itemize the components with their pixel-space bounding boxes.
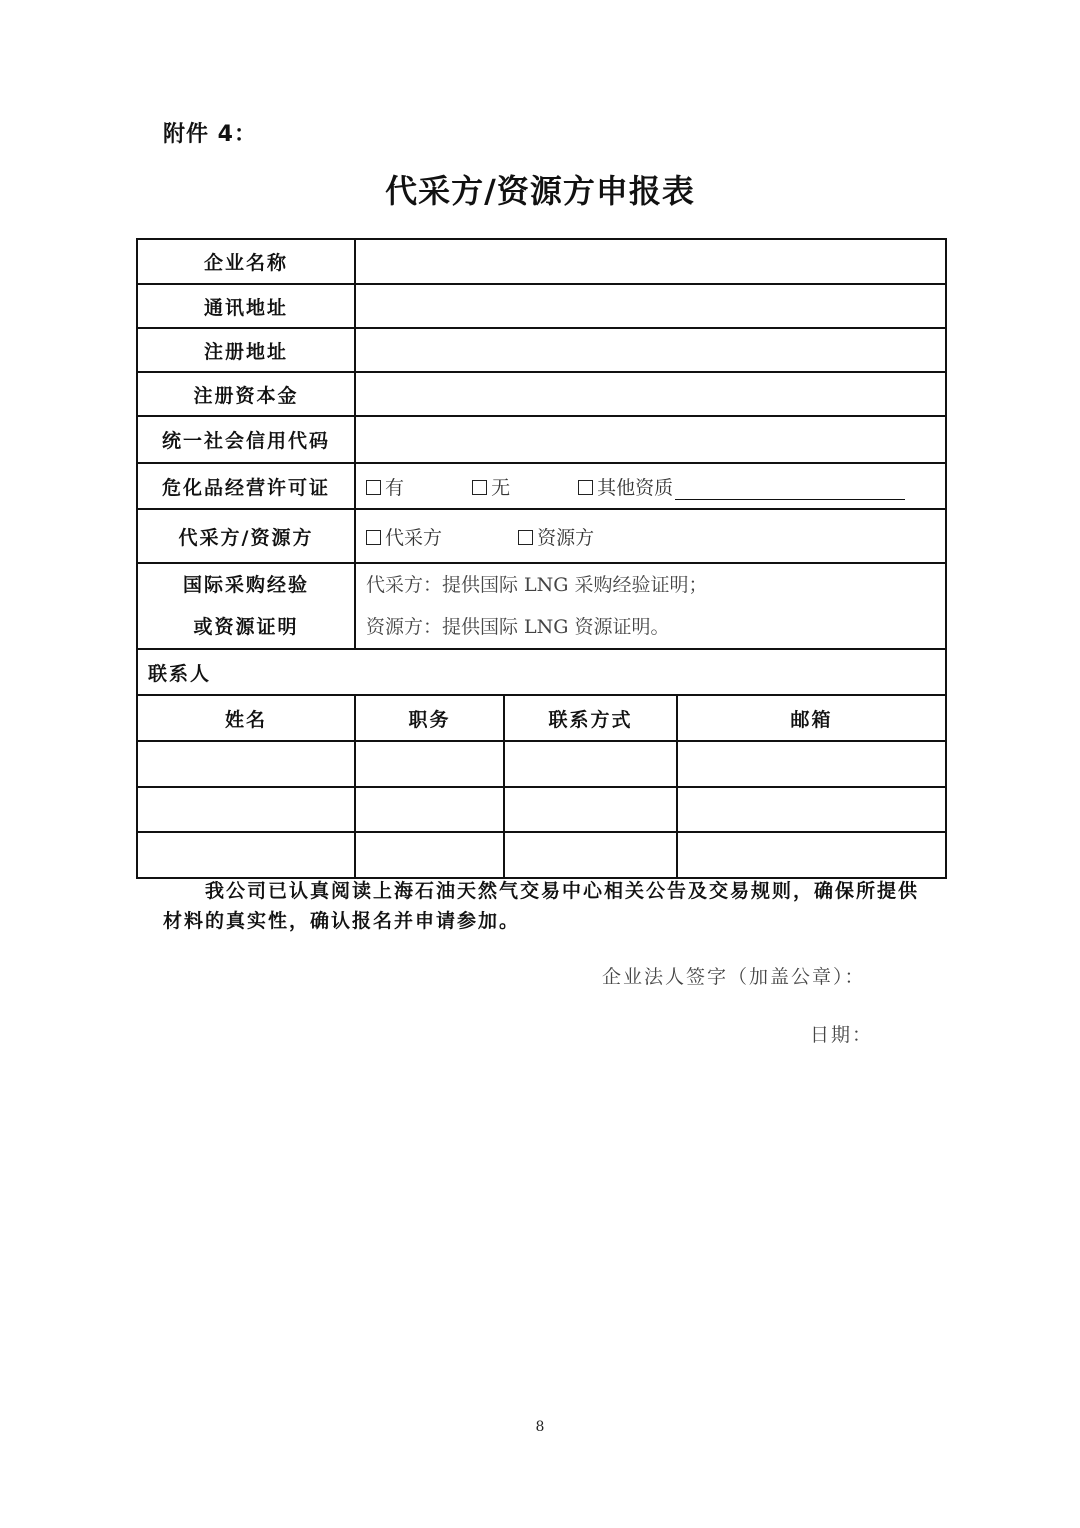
row-contact-title xyxy=(137,649,946,695)
form-title: 代采方/资源方申报表 xyxy=(385,172,695,210)
contact-section-title: 联系人 xyxy=(137,649,946,695)
cell-email[interactable] xyxy=(677,787,946,832)
checkbox-supplier[interactable] xyxy=(518,530,533,545)
attachment-label: 附件 4： xyxy=(163,122,257,147)
signature-label: 企业法人签字（加盖公章）： xyxy=(602,966,866,988)
supplier-note: 资源方：提供国际 LNG 资源证明。 xyxy=(366,616,670,638)
row-registered-capital xyxy=(137,372,946,416)
cell-position[interactable] xyxy=(355,787,504,832)
row-registered-address xyxy=(137,328,946,372)
cell-email[interactable] xyxy=(677,832,946,878)
application-form-table xyxy=(136,238,947,879)
experience-notes[interactable] xyxy=(355,563,946,649)
cell-name[interactable] xyxy=(137,787,355,832)
row-hazmat-license xyxy=(137,463,946,509)
label-experience: 国际采购经验 或资源证明 xyxy=(137,563,355,649)
cell-contact-method[interactable] xyxy=(504,832,677,878)
label-company-name: 企业名称 xyxy=(137,239,355,284)
hazmat-option-no[interactable]: 无 xyxy=(472,477,510,499)
checkbox-other[interactable] xyxy=(578,480,593,495)
hazmat-option-other[interactable]: 其他资质 xyxy=(578,477,673,499)
cell-name[interactable] xyxy=(137,741,355,787)
checkbox-no[interactable] xyxy=(472,480,487,495)
table-row xyxy=(137,787,946,832)
field-credit-code[interactable] xyxy=(355,416,946,463)
row-mailing-address xyxy=(137,284,946,328)
header-contact-method: 联系方式 xyxy=(504,695,677,741)
role-option-supplier[interactable]: 资源方 xyxy=(518,527,594,549)
contact-header-row xyxy=(137,695,946,741)
cell-contact-method[interactable] xyxy=(504,741,677,787)
label-registered-capital: 注册资本金 xyxy=(137,372,355,416)
cell-name[interactable] xyxy=(137,832,355,878)
table-row xyxy=(137,741,946,787)
hazmat-options xyxy=(355,463,946,509)
field-mailing-address[interactable] xyxy=(355,284,946,328)
row-company-name xyxy=(137,239,946,284)
role-option-purchaser[interactable]: 代采方 xyxy=(366,527,442,549)
label-registered-address: 注册地址 xyxy=(137,328,355,372)
declaration-text: 我公司已认真阅读上海石油天然气交易中心相关公告及交易规则，确保所提供材料的真实性，确认报名并申请参加。 xyxy=(163,880,920,932)
label-credit-code: 统一社会信用代码 xyxy=(137,416,355,463)
purchaser-note: 代采方：提供国际 LNG 采购经验证明； xyxy=(366,574,708,596)
role-options xyxy=(355,509,946,563)
hazmat-option-yes[interactable]: 有 xyxy=(366,477,404,499)
cell-position[interactable] xyxy=(355,832,504,878)
field-registered-capital[interactable] xyxy=(355,372,946,416)
page-number: 8 xyxy=(535,1419,545,1435)
checkbox-purchaser[interactable] xyxy=(366,530,381,545)
cell-position[interactable] xyxy=(355,741,504,787)
table-row xyxy=(137,832,946,878)
cell-contact-method[interactable] xyxy=(504,787,677,832)
cell-email[interactable] xyxy=(677,741,946,787)
date-label: 日期： xyxy=(810,1024,874,1046)
label-role: 代采方/资源方 xyxy=(137,509,355,563)
header-position: 职务 xyxy=(355,695,504,741)
label-mailing-address: 通讯地址 xyxy=(137,284,355,328)
checkbox-yes[interactable] xyxy=(366,480,381,495)
field-company-name[interactable] xyxy=(355,239,946,284)
row-credit-code xyxy=(137,416,946,463)
row-experience xyxy=(137,563,946,649)
row-role xyxy=(137,509,946,563)
header-email: 邮箱 xyxy=(677,695,946,741)
field-registered-address[interactable] xyxy=(355,328,946,372)
header-name: 姓名 xyxy=(137,695,355,741)
other-qualification-blank[interactable] xyxy=(675,481,905,500)
label-hazmat-license: 危化品经营许可证 xyxy=(137,463,355,509)
